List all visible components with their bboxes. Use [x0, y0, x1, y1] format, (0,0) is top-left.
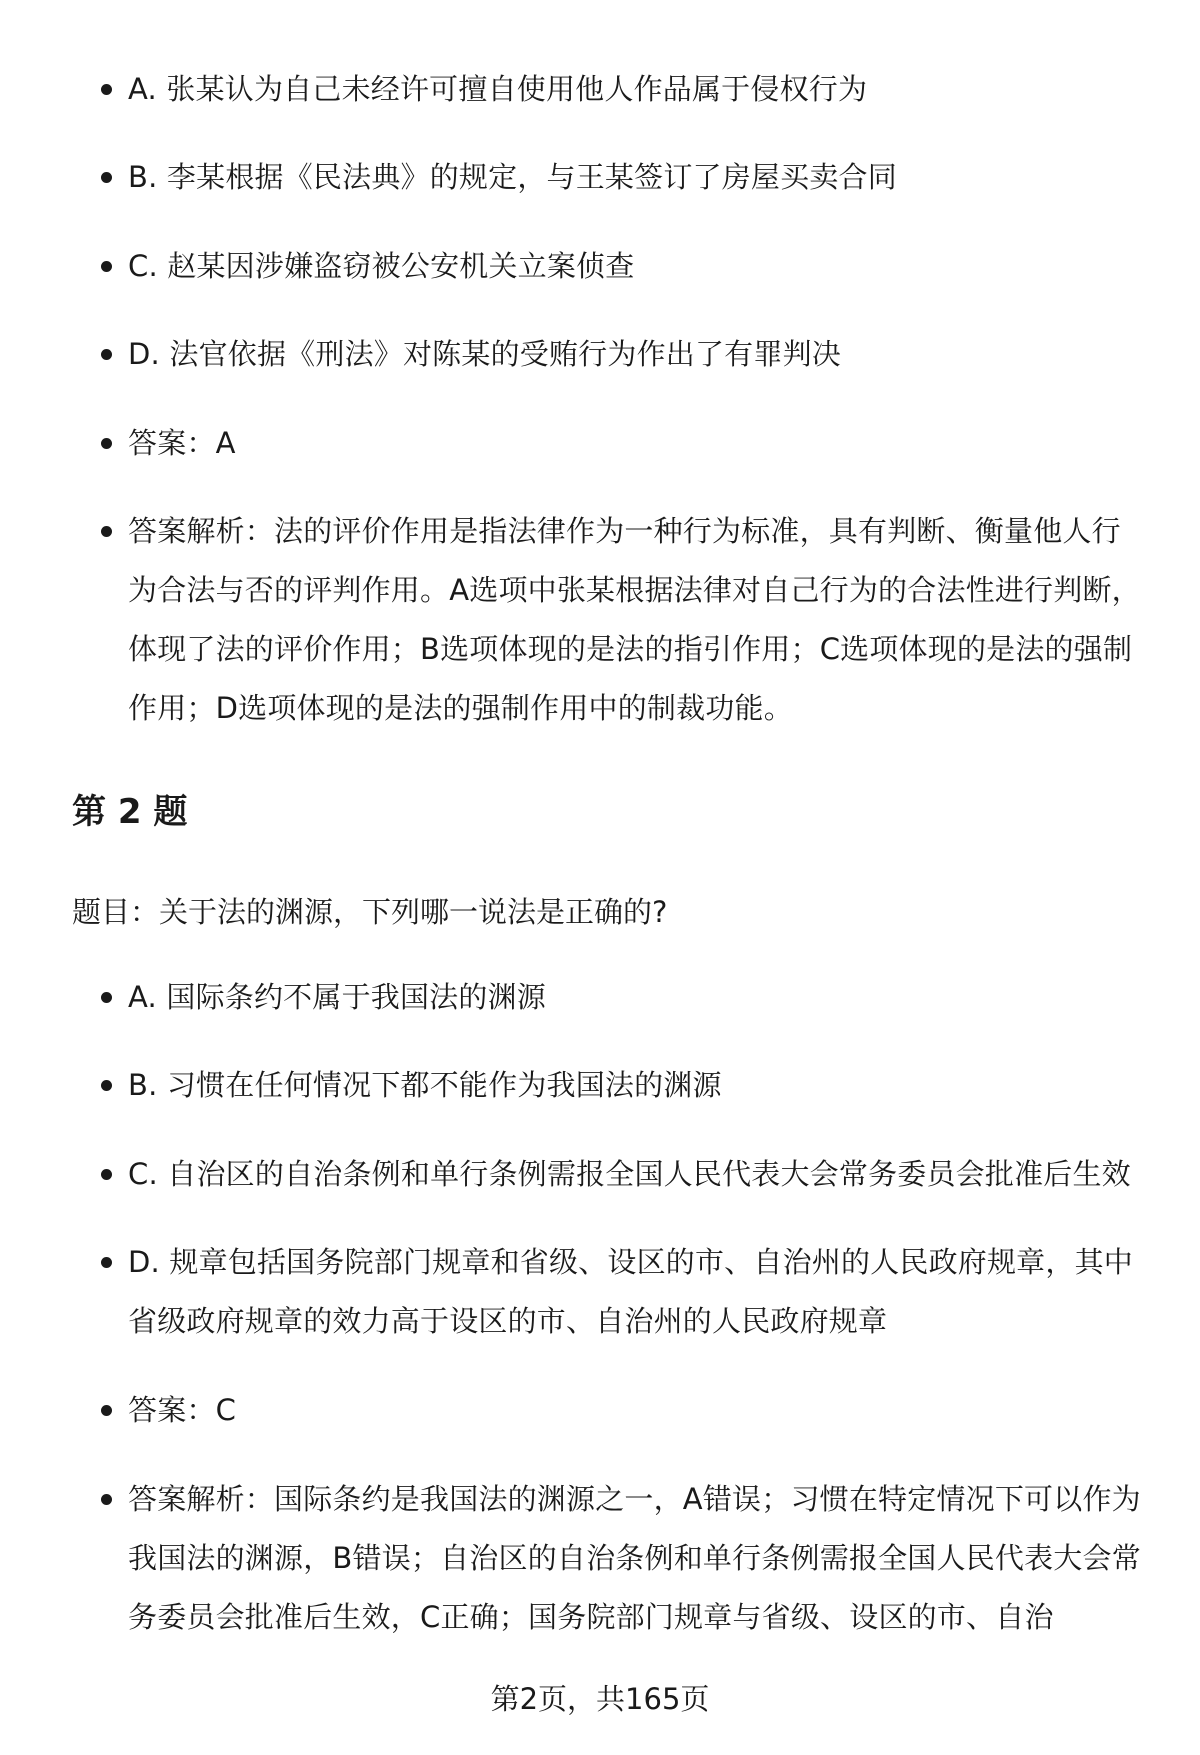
page-number-footer: 第2页，共165页 — [490, 1682, 710, 1716]
q1-option-c: C. 赵某因涉嫌盗窃被公安机关立案侦查 — [128, 237, 1148, 296]
q2-option-c: C. 自治区的自治条例和单行条例需报全国人民代表大会常务委员会批准后生效 — [128, 1145, 1148, 1204]
q2-option-a: A. 国际条约不属于我国法的渊源 — [128, 968, 1148, 1027]
q2-analysis: 答案解析：国际条约是我国法的渊源之一，A错误；习惯在特定情况下可以作为我国法的渊源，B错误；自治区的自治条例和单行条例需报全国人民代表大会常务委员会批准后生效，C正确；国务院部门规章与省级、设区的市、自治 — [128, 1470, 1148, 1647]
q2-option-d: D. 规章包括国务院部门规章和省级、设区的市、自治州的人民政府规章，其中省级政府规章的效力高于设区的市、自治州的人民政府规章 — [128, 1233, 1148, 1351]
q1-option-d: D. 法官依据《刑法》对陈某的受贿行为作出了有罪判决 — [128, 325, 1148, 384]
q1-option-b: B. 李某根据《民法典》的规定，与王某签订了房屋买卖合同 — [128, 148, 1148, 207]
q1-analysis: 答案解析：法的评价作用是指法律作为一种行为标准，具有判断、衡量他人行为合法与否的评判作用。A选项中张某根据法律对自己行为的合法性进行判断，体现了法的评价作用；B选项体现的是法的指引作用；C选项体现的是法的强制作用；D选项体现的是法的强制作用中的制裁功能。 — [128, 502, 1148, 738]
question-2-heading: 第 2 题 — [72, 792, 188, 832]
q2-option-b: B. 习惯在任何情况下都不能作为我国法的渊源 — [128, 1056, 1148, 1115]
question-2-stem: 题目：关于法的渊源，下列哪一说法是正确的? — [72, 895, 668, 929]
q2-answer: 答案：C — [128, 1381, 1148, 1440]
q1-option-a: A. 张某认为自己未经许可擅自使用他人作品属于侵权行为 — [128, 60, 1148, 119]
q1-answer: 答案：A — [128, 414, 1148, 473]
